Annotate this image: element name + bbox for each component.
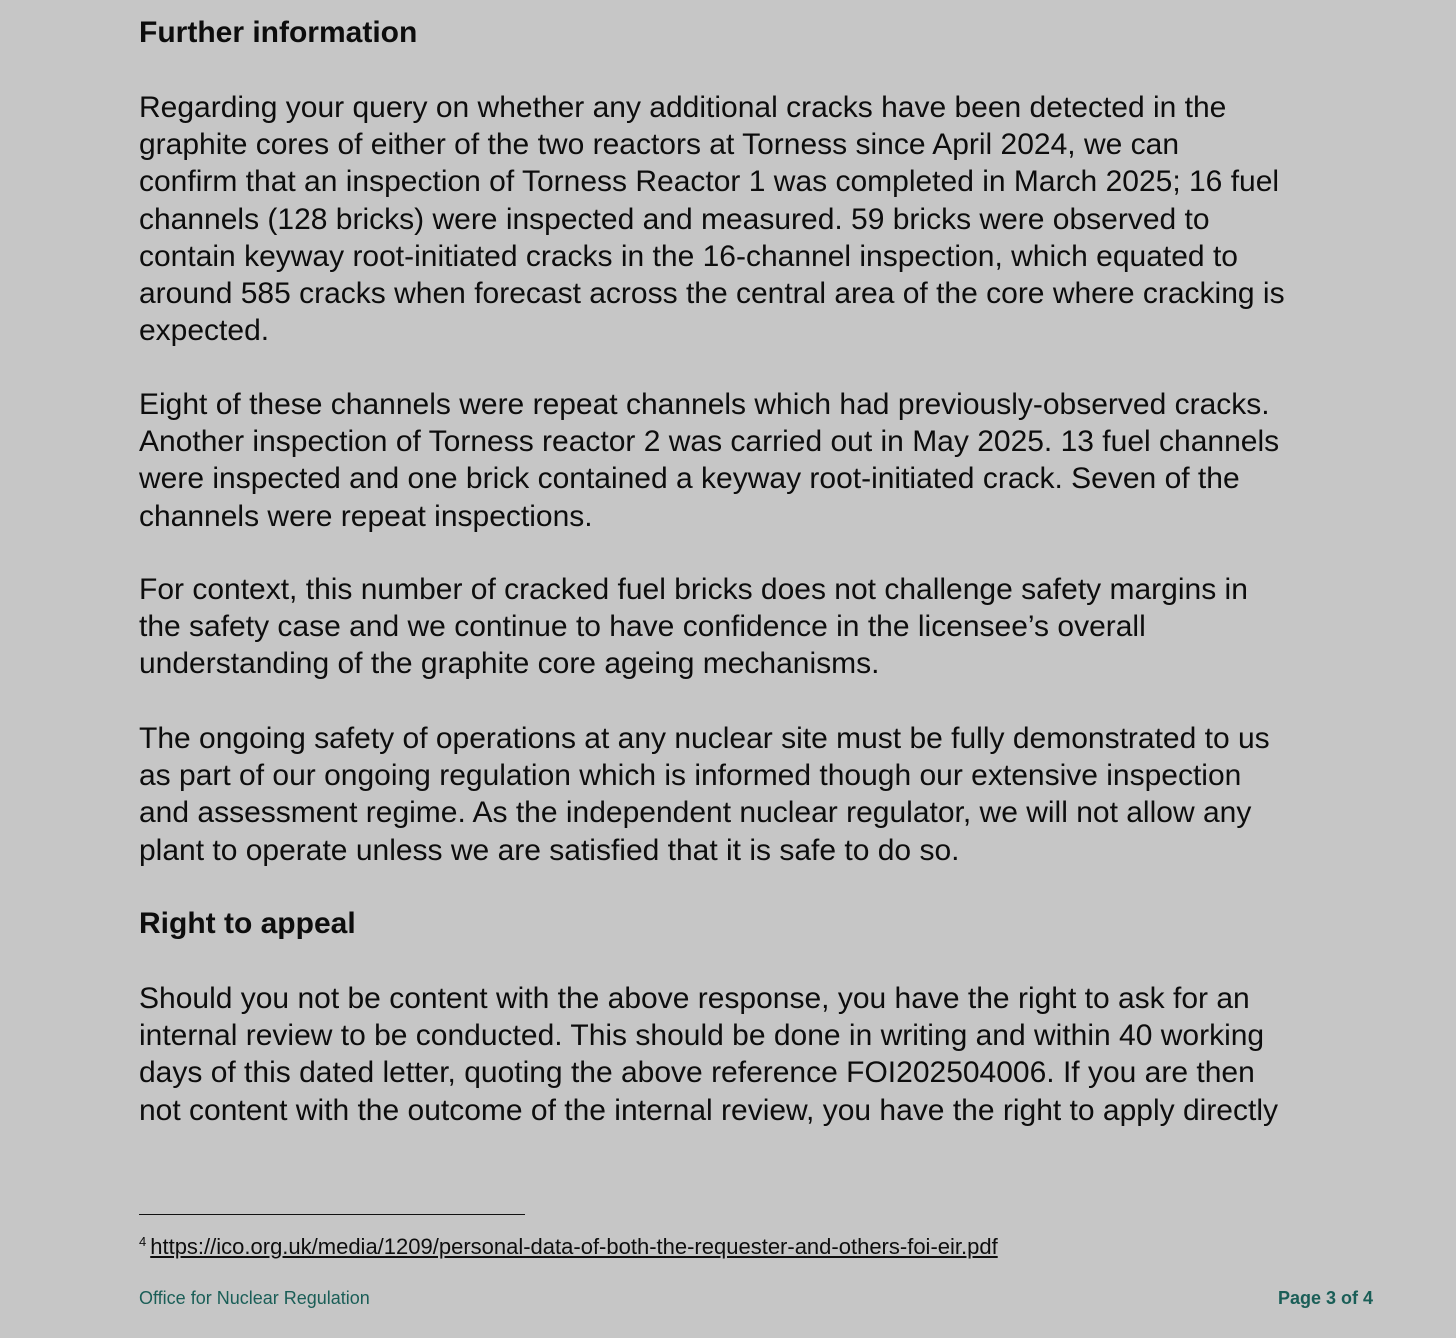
text-line: Should you not be content with the above response, you have the right to ask for an <box>139 982 1250 1015</box>
text-line: Another inspection of Torness reactor 2 was carried out in May 2025. 13 fuel channels <box>139 425 1280 459</box>
text-line: channels were repeat inspections. <box>139 499 593 533</box>
text-line: channels (128 bricks) were inspected and measured. 59 bricks were observed to <box>139 202 1210 236</box>
text-line: the safety case and we continue to have confidence in the licensee’s overall <box>139 610 1146 644</box>
text-line: graphite cores of either of the two reactors at Torness since April 2024, we can <box>139 128 1180 162</box>
text-line: around 585 cracks when forecast across the central area of the core where cracking is <box>139 277 1285 311</box>
heading-right-to-appeal: Right to appeal <box>139 907 356 940</box>
text-line: days of this dated letter, quoting the above reference FOI202504006. If you are then <box>139 1056 1255 1090</box>
text-line: were inspected and one brick contained a keyway root-initiated crack. Seven of the <box>139 462 1240 496</box>
text-line: Regarding your query on whether any additional cracks have been detected in the <box>139 91 1227 124</box>
footer-page-number: Page 3 of 4 <box>1277 1288 1373 1308</box>
footnote-link[interactable]: https://ico.org.uk/media/1209/personal-data-of-both-the-requester-and-others-foi-eir.pdf <box>150 1234 998 1259</box>
footnote-divider <box>139 1214 525 1215</box>
text-line: expected. <box>139 314 270 348</box>
paragraph-appeal <box>139 980 1399 1129</box>
text-line: confirm that an inspection of Torness Reactor 1 was completed in March 2025; 16 fuel <box>139 165 1280 199</box>
text-line: understanding of the graphite core ageing mechanisms. <box>139 647 880 681</box>
text-line: The ongoing safety of operations at any nuclear site must be fully demonstrated to us <box>139 722 1270 755</box>
paragraph-crack-inspection <box>139 89 1399 349</box>
heading-further-information: Further information <box>139 16 418 49</box>
paragraph-ongoing-safety <box>139 720 1399 869</box>
footer-organization: Office for Nuclear Regulation <box>139 1288 370 1308</box>
footnote <box>139 1228 998 1261</box>
paragraph-repeat-channels <box>139 386 1399 535</box>
text-line: For context, this number of cracked fuel bricks does not challenge safety margins in <box>139 573 1248 606</box>
text-line: contain keyway root-initiated cracks in the 16-channel inspection, which equated to <box>139 239 1238 273</box>
text-line: plant to operate unless we are satisfied that it is safe to do so. <box>139 833 960 867</box>
text-line: internal review to be conducted. This should be done in writing and within 40 working <box>139 1019 1265 1053</box>
paragraph-context <box>139 571 1399 683</box>
text-line: and assessment regime. As the independent nuclear regulator, we will not allow any <box>139 796 1252 830</box>
text-line: not content with the outcome of the internal review, you have the right to apply directly <box>139 1093 1278 1127</box>
text-line: as part of our ongoing regulation which is informed though our extensive inspection <box>139 759 1242 793</box>
text-line: Eight of these channels were repeat channels which had previously-observed cracks. <box>139 388 1270 421</box>
footnote-number: 4 <box>139 1234 147 1249</box>
